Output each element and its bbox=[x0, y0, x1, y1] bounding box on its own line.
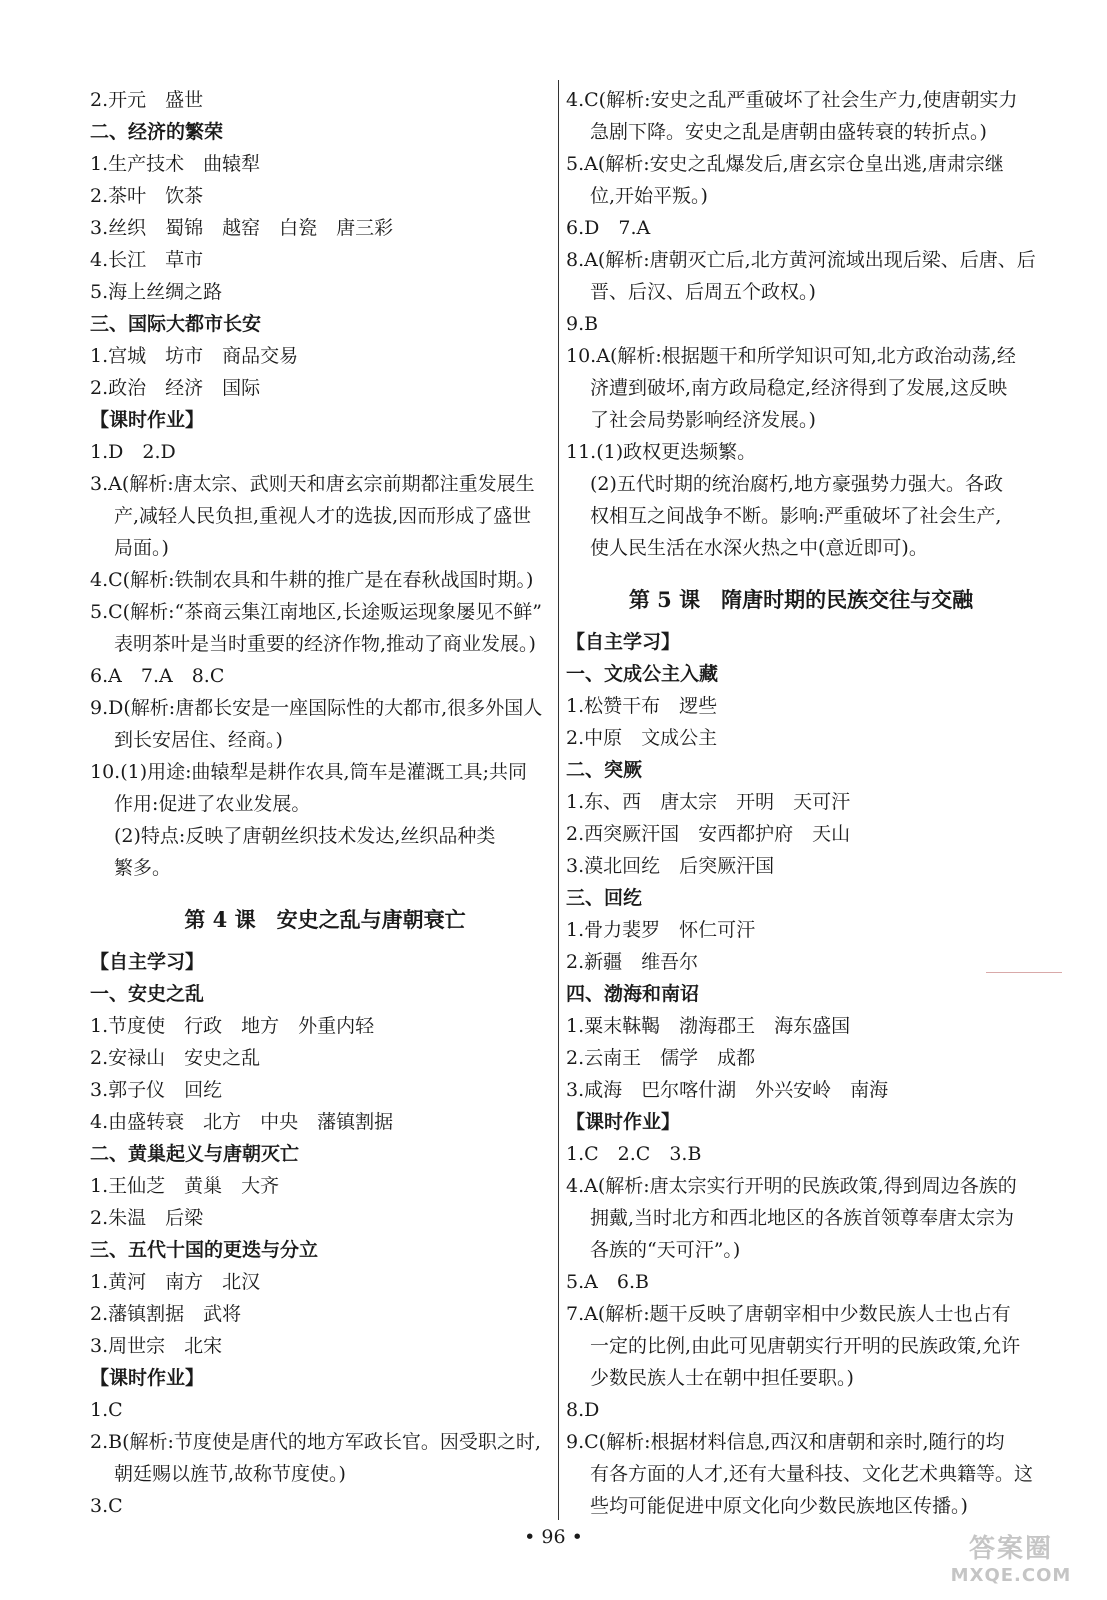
answer-line: 1.东、西 唐太宗 开明 天可汗 bbox=[566, 791, 851, 813]
answer-line: 5.海上丝绸之路 bbox=[90, 281, 223, 303]
answer-line: 1.C 2.C 3.B bbox=[566, 1143, 702, 1165]
answer-line: 9.D(解析:唐都长安是一座国际性的大都市,很多外国人 bbox=[90, 697, 543, 719]
answer-line: 2.政治 经济 国际 bbox=[90, 377, 261, 399]
answer-line: 急剧下降。安史之乱是唐朝由盛转衰的转折点。) bbox=[590, 121, 987, 143]
answer-line: 繁多。 bbox=[114, 857, 172, 879]
section-heading-huangchao: 二、黄巢起义与唐朝灭亡 bbox=[90, 1143, 300, 1165]
answer-line: 11.(1)政权更迭频繁。 bbox=[566, 441, 757, 463]
answer-line: 局面。) bbox=[114, 537, 169, 559]
answer-line: 2.新疆 维吾尔 bbox=[566, 951, 699, 973]
answer-line: 1.王仙芝 黄巢 大齐 bbox=[90, 1175, 280, 1197]
answer-line: 2.藩镇割据 武将 bbox=[90, 1303, 242, 1325]
section-heading-bohai: 四、渤海和南诏 bbox=[566, 983, 700, 1005]
answer-line: 8.D bbox=[566, 1399, 600, 1421]
answer-line: 2.西突厥汗国 安西都护府 天山 bbox=[566, 823, 851, 845]
answer-line: 位,开始平叛。) bbox=[590, 185, 708, 207]
answer-line: 拥戴,当时北方和西北地区的各族首领尊奉唐太宗为 bbox=[590, 1207, 1015, 1229]
answer-line: 1.C bbox=[90, 1399, 123, 1421]
answer-line: 2.开元 盛世 bbox=[90, 89, 204, 111]
answer-line: 3.丝织 蜀锦 越窑 白瓷 唐三彩 bbox=[90, 217, 394, 239]
lesson-5-title: 第 5 课 隋唐时期的民族交往与交融 bbox=[628, 587, 974, 612]
homework-heading: 【课时作业】 bbox=[566, 1111, 681, 1133]
answer-line: 2.中原 文成公主 bbox=[566, 727, 718, 749]
section-heading-huihe: 三、回纥 bbox=[566, 887, 643, 909]
answer-line: 4.由盛转衰 北方 中央 藩镇割据 bbox=[90, 1111, 394, 1133]
answer-line: 6.A 7.A 8.C bbox=[90, 665, 225, 687]
answer-line: 表明茶叶是当时重要的经济作物,推动了商业发展。) bbox=[114, 633, 536, 655]
answer-line: 1.黄河 南方 北汉 bbox=[90, 1271, 261, 1293]
left-column bbox=[90, 84, 560, 1522]
answer-line: 5.A 6.B bbox=[566, 1271, 649, 1293]
answer-line: 3.郭子仪 回纥 bbox=[90, 1079, 223, 1101]
answer-line: 济遭到破坏,南方政局稳定,经济得到了发展,这反映 bbox=[590, 377, 1008, 399]
answer-line: 3.A(解析:唐太宗、武则天和唐玄宗前期都注重发展生 bbox=[90, 473, 535, 495]
answer-line: (2)特点:反映了唐朝丝织技术发达,丝织品种类 bbox=[114, 825, 496, 847]
answer-line: 8.A(解析:唐朝灭亡后,北方黄河流域出现后梁、后唐、后 bbox=[566, 249, 1036, 271]
pencil-mark bbox=[986, 972, 1062, 973]
answer-line: 1.骨力裴罗 怀仁可汗 bbox=[566, 919, 756, 941]
answer-line: 10.(1)用途:曲辕犁是耕作农具,筒车是灌溉工具;共同 bbox=[90, 761, 527, 783]
section-heading-anshi: 一、安史之乱 bbox=[90, 983, 205, 1005]
answer-line: 4.C(解析:安史之乱严重破坏了社会生产力,使唐朝实力 bbox=[566, 89, 1018, 111]
watermark-domain: MXQE.COM bbox=[950, 1565, 1072, 1586]
answer-line: 4.C(解析:铁制农具和牛耕的推广是在春秋战国时期。) bbox=[90, 569, 534, 591]
right-column bbox=[566, 84, 1036, 1522]
section-heading-wudai: 三、五代十国的更迭与分立 bbox=[90, 1239, 319, 1261]
answer-line: 5.A(解析:安史之乱爆发后,唐玄宗仓皇出逃,唐肃宗继 bbox=[566, 153, 1004, 175]
section-heading-changan: 三、国际大都市长安 bbox=[90, 313, 262, 335]
watermark-logo bbox=[941, 1528, 1081, 1592]
answer-line: 10.A(解析:根据题干和所学知识可知,北方政治动荡,经 bbox=[566, 345, 1016, 367]
watermark-logo-text: 答案圈 bbox=[968, 1534, 1053, 1564]
answer-line: 作用:促进了农业发展。 bbox=[114, 793, 311, 815]
answer-line: 各族的“天可汗”。) bbox=[590, 1239, 741, 1261]
answer-line: 1.D 2.D bbox=[90, 441, 176, 463]
answer-line: 2.云南王 儒学 成都 bbox=[566, 1047, 756, 1069]
page-number: • 96 • bbox=[524, 1526, 583, 1548]
answer-line: 1.粟末靺鞨 渤海郡王 海东盛国 bbox=[566, 1015, 851, 1037]
answer-line: 2.茶叶 饮茶 bbox=[90, 185, 204, 207]
section-heading-tujue: 二、突厥 bbox=[566, 759, 643, 781]
answer-line: 3.C bbox=[90, 1495, 123, 1517]
answer-line: 朝廷赐以旌节,故称节度使。) bbox=[114, 1463, 346, 1485]
answer-line: 晋、后汉、后周五个政权。) bbox=[590, 281, 816, 303]
homework-heading: 【课时作业】 bbox=[90, 1367, 205, 1389]
section-heading-economy: 二、经济的繁荣 bbox=[90, 121, 224, 143]
answer-line: 些均可能促进中原文化向少数民族地区传播。) bbox=[590, 1495, 968, 1517]
answer-line: 了社会局势影响经济发展。) bbox=[590, 409, 816, 431]
self-study-heading: 【自主学习】 bbox=[90, 951, 205, 973]
answer-line: (2)五代时期的统治腐朽,地方豪强势力强大。各政 bbox=[590, 473, 1003, 495]
answer-line: 6.D 7.A bbox=[566, 217, 651, 239]
answer-line: 3.周世宗 北宋 bbox=[90, 1335, 223, 1357]
answer-line: 权相互之间战争不断。影响:严重破坏了社会生产, bbox=[590, 505, 1002, 527]
section-heading-wencheng: 一、文成公主入藏 bbox=[566, 663, 719, 685]
answer-line: 9.B bbox=[566, 313, 599, 335]
answer-line: 1.节度使 行政 地方 外重内轻 bbox=[90, 1015, 375, 1037]
answer-line: 3.漠北回纥 后突厥汗国 bbox=[566, 855, 775, 877]
answer-line: 有各方面的人才,还有大量科技、文化艺术典籍等。这 bbox=[590, 1463, 1034, 1485]
answer-line: 9.C(解析:根据材料信息,西汉和唐朝和亲时,随行的均 bbox=[566, 1431, 1005, 1453]
answer-line: 4.A(解析:唐太宗实行开明的民族政策,得到周边各族的 bbox=[566, 1175, 1017, 1197]
answer-line: 2.B(解析:节度使是唐代的地方军政长官。因受职之时, bbox=[90, 1431, 541, 1453]
answer-line: 5.C(解析:“茶商云集江南地区,长途贩运现象屡见不鲜” bbox=[90, 601, 542, 623]
answer-line: 使人民生活在水深火热之中(意近即可)。 bbox=[590, 537, 928, 559]
answer-line: 一定的比例,由此可见唐朝实行开明的民族政策,允许 bbox=[590, 1335, 1021, 1357]
answer-line: 4.长江 草市 bbox=[90, 249, 204, 271]
self-study-heading: 【自主学习】 bbox=[566, 631, 681, 653]
answer-line: 1.宫城 坊市 商品交易 bbox=[90, 345, 299, 367]
answer-line: 产,减轻人民负担,重视人才的选拔,因而形成了盛世 bbox=[114, 505, 532, 527]
homework-heading: 【课时作业】 bbox=[90, 409, 205, 431]
answer-line: 到长安居住、经商。) bbox=[114, 729, 283, 751]
answer-line: 2.安禄山 安史之乱 bbox=[90, 1047, 261, 1069]
answer-line: 少数民族人士在朝中担任要职。) bbox=[590, 1367, 854, 1389]
answer-line: 1.生产技术 曲辕犁 bbox=[90, 153, 261, 175]
answer-line: 3.咸海 巴尔喀什湖 外兴安岭 南海 bbox=[566, 1079, 889, 1101]
lesson-4-title: 第 4 课 安史之乱与唐朝衰亡 bbox=[184, 907, 466, 932]
answer-line: 2.朱温 后梁 bbox=[90, 1207, 204, 1229]
answer-line: 7.A(解析:题干反映了唐朝宰相中少数民族人士也占有 bbox=[566, 1303, 1011, 1325]
answer-line: 1.松赞干布 逻些 bbox=[566, 695, 718, 717]
